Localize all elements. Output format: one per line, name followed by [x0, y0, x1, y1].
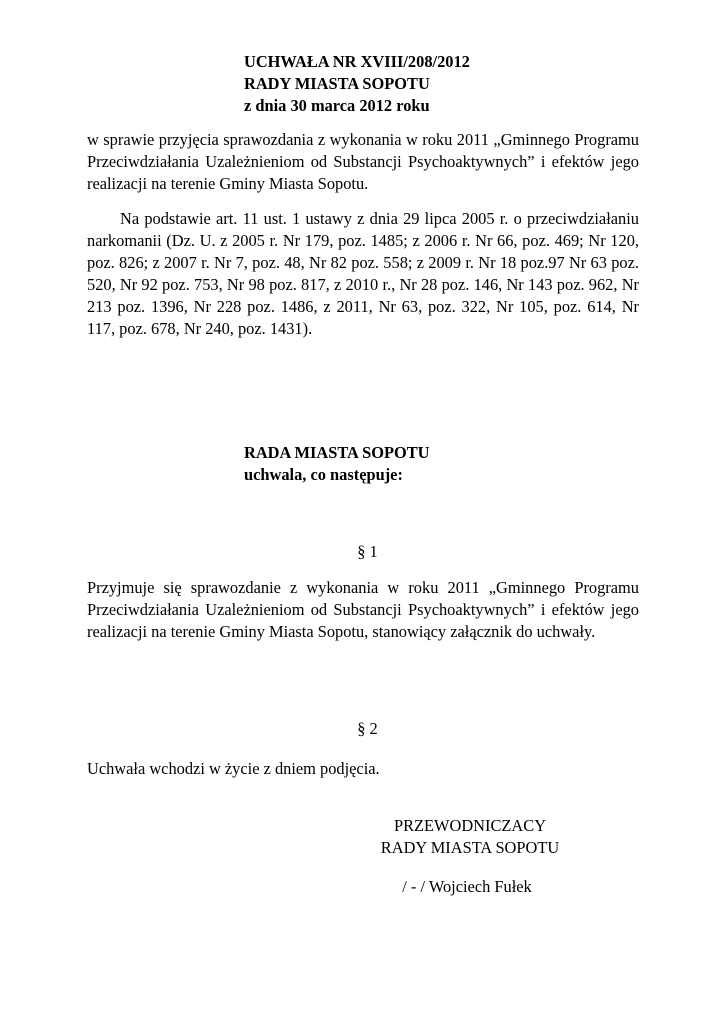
- chairman-body: RADY MIASTA SOPOTU: [380, 838, 560, 857]
- section-1-mark: § 1: [357, 542, 378, 561]
- section-2-mark: § 2: [357, 719, 378, 738]
- signature-name: / - / Wojciech Fułek: [402, 877, 532, 896]
- chairman-title: PRZEWODNICZACY: [393, 816, 547, 835]
- council-resolves: uchwala, co następuje:: [244, 465, 403, 484]
- legal-basis: Na podstawie art. 11 ust. 1 ustawy z dnia 29 lipca 2005 r. o przeciwdziałaniu narkomanii (Dz. U. z 2005 r. Nr 179, poz. 1485; z 2006 r. Nr 66, poz. 469; Nr 120, poz. 826; z 2007 r. Nr 7, poz. 48, Nr 82 poz. 558; z 2009 r. Nr 18 poz.97 Nr 63 poz. 520, Nr 92 poz. 753, Nr 98 poz. 817, z 2010 r., Nr 28 poz. 146, Nr 143 poz. 962, Nr 213 poz. 1396, Nr 228 poz. 1486, z 2011, Nr 63, poz. 322, Nr 105, poz. 614, Nr 117, poz. 678, Nr 240, poz. 1431).: [87, 209, 639, 338]
- issuing-body: RADY MIASTA SOPOTU: [244, 74, 430, 93]
- resolution-title: [244, 51, 470, 117]
- signature-title: [360, 815, 580, 859]
- resolution-number: UCHWAŁA NR XVIII/208/2012: [244, 52, 470, 71]
- section-2-text: Uchwała wchodzi w życie z dniem podjęcia.: [87, 759, 380, 778]
- resolution-subject: w sprawie przyjęcia sprawozdania z wykonania w roku 2011 „Gminnego Programu Przeciwdziałania Uzależnieniom od Substancji Psychoaktywnych” i efektów jego realizacji na terenie Gminy Miasta Sopotu.: [87, 130, 639, 193]
- resolution-date: z dnia 30 marca 2012 roku: [244, 96, 430, 115]
- council-heading: [244, 442, 429, 486]
- section-1-text: Przyjmuje się sprawozdanie z wykonania w roku 2011 „Gminnego Programu Przeciwdziałania Uzależnieniom od Substancji Psychoaktywnych” i efektów jego realizacji na terenie Gminy Miasta Sopotu, stanowiący załącznik do uchwały.: [87, 578, 639, 641]
- council-name: RADA MIASTA SOPOTU: [244, 443, 430, 462]
